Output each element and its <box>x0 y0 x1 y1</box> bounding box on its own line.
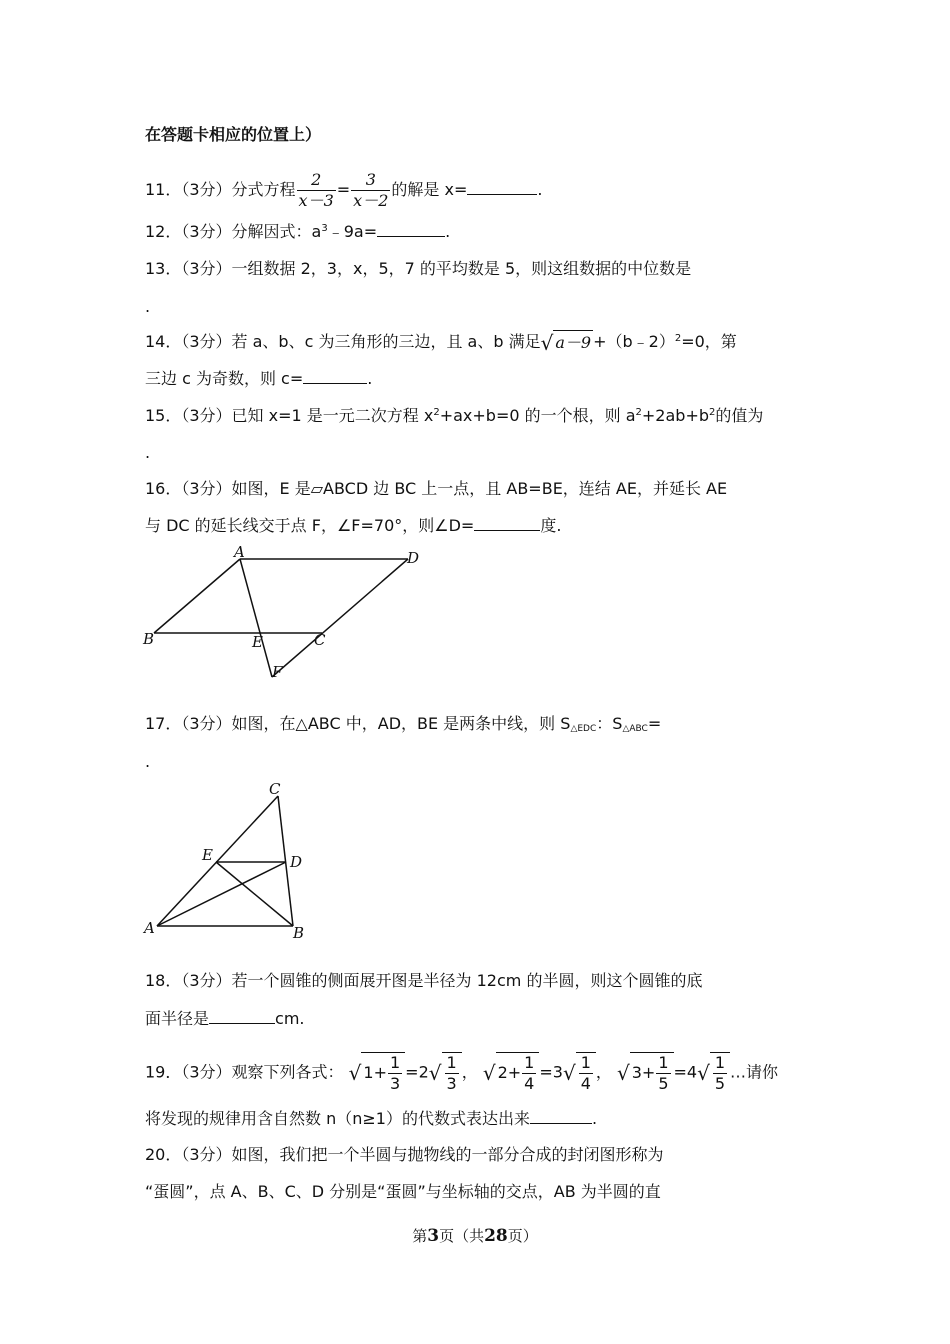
label-D: D <box>290 853 303 871</box>
label-A: A <box>144 919 155 937</box>
question-14-line2: 三边 c 为奇数，则 c= . <box>145 369 373 388</box>
answer-blank <box>377 222 445 237</box>
label-A: A <box>234 545 245 561</box>
question-13: 13．（3分）一组数据 2，3，x，5，7 的平均数是 5，则这组数据的中位数是 <box>145 259 692 278</box>
median-AD <box>157 862 286 926</box>
question-17-line2: . <box>145 752 151 771</box>
question-14: 14．（3分）若 a、b、c 为三角形的三边，且 a、b 满足√ a－9 +（b﹣2）$^2$=0，第 <box>145 330 737 355</box>
question-16: 16．（3分）如图，E 是▱ABCD 边 BC 上一点，且 AB=BE，连结 AE，并延长 AE <box>145 479 728 498</box>
label-C: C <box>269 780 281 798</box>
page-footer: 第3页（共28页） <box>412 1226 538 1246</box>
answer-blank <box>303 369 367 384</box>
question-20-line2: “蛋圆”，点 A、B、C、D 分别是“蛋圆”与坐标轴的交点，AB 为半圆的直 <box>145 1182 661 1201</box>
label-F: F <box>272 663 283 681</box>
question-12: 12．（3分）分解因式：$a^3﹣9a=$ . <box>145 222 451 241</box>
answer-blank <box>467 180 537 195</box>
question-15: 15．（3分）已知 x=1 是一元二次方程 $x^2+ax+b=0$ 的一个根，则 $a^2+2ab+b^2$的值为 <box>145 406 764 425</box>
question-15-line2: . <box>145 443 151 462</box>
label-E: E <box>252 633 263 651</box>
label-D: D <box>407 549 420 567</box>
triangle-figure <box>140 780 330 945</box>
answer-blank <box>474 516 540 531</box>
answer-blank <box>209 1009 275 1024</box>
side-AC <box>157 796 278 926</box>
question-17: 17．（3分）如图，在△ABC 中，AD，BE 是两条中线，则 $S_{\triangle EDC}$：$S_{\triangle ABC}=$ <box>145 714 662 734</box>
question-19: 19．（3分）观察下列各式： √ 1+ $\frac{1}{3}$ =2√ $\frac{1}{3}$ ， √ 2+ $\frac{1}{4}$ =3√ $\frac{1}{4}$ ， √ 3+ $\frac{1}{5}$ =4√ $\frac{1}{5}$ …请你 <box>145 1053 779 1093</box>
question-16-line2: 与 DC 的延长线交于点 F，∠F=70°，则∠D= 度. <box>145 516 562 535</box>
label-E: E <box>202 846 213 864</box>
answer-blank <box>530 1109 592 1124</box>
side-AB <box>154 559 240 633</box>
line-DF <box>272 559 408 677</box>
question-19-line2: 将发现的规律用含自然数 n（n≥1）的代数式表达出来 . <box>145 1109 598 1128</box>
median-BE <box>216 862 293 926</box>
label-B: B <box>143 630 155 648</box>
fraction-1: $\frac{2}{x-3}$ <box>298 170 334 210</box>
label-B: B <box>293 924 305 942</box>
label-C: C <box>314 631 326 649</box>
line-AF <box>240 559 272 677</box>
question-13-line2: . <box>145 297 151 316</box>
fraction-2: $\frac{3}{x-2}$ <box>353 170 389 210</box>
question-11: 11．（3分）分式方程 $\frac{2}{x-3}$ = $\frac{3}{x-2}$ 的解是 x= . <box>145 170 543 210</box>
section-instruction: 在答题卡相应的位置上） <box>145 125 322 144</box>
parallelogram-figure <box>140 545 440 685</box>
question-18-line2: 面半径是 cm. <box>145 1009 305 1028</box>
question-20: 20．（3分）如图，我们把一个半圆与抛物线的一部分合成的封闭图形称为 <box>145 1145 664 1164</box>
question-18: 18．（3分）若一个圆锥的侧面展开图是半径为 12cm 的半圆，则这个圆锥的底 <box>145 971 703 990</box>
